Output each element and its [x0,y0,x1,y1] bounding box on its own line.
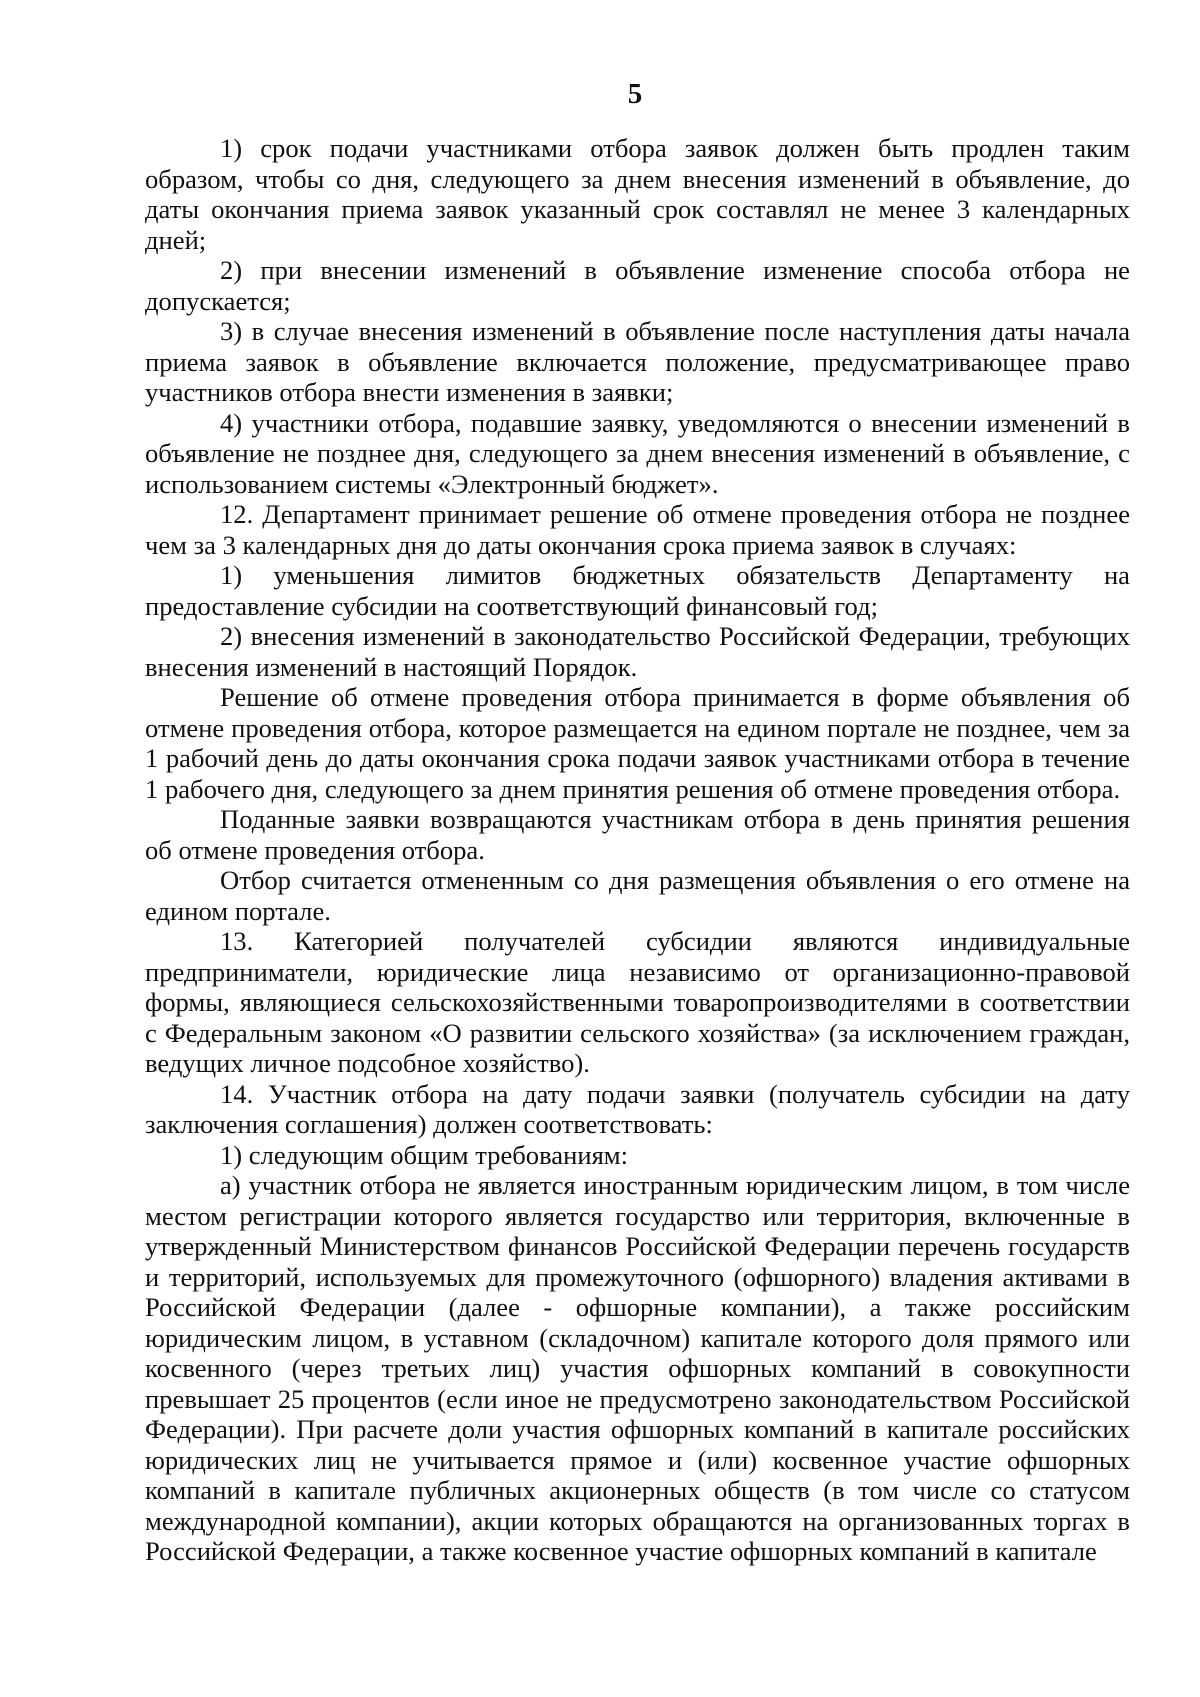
paragraph-reshenie-ob-otmene: Решение об отмене проведения отбора принимается в форме объявления об отмене проведения отбора, которое размещается на едином портале не позднее, чем за 1 рабочий день до даты окончания срока подачи заявок участниками отбора в течение 1 рабочего дня, следующего за днем принятия решения об отмене проведения отбора. [145,682,1130,804]
paragraph-3-izmeneniya-zayavok: 3) в случае внесения изменений в объявление после наступления даты начала приема заявок в объявление включается положение, предусматривающее право участников отбора внести изменения в заявки; [145,316,1130,407]
paragraph-13-kategoriya-poluchateley: 13. Категорией получателей субсидии являются индивидуальные предприниматели, юридические лица независимо от организационно-правовой формы, являющиеся сельскохозяйственными товаропроизводителями в соответствии с Федеральным законом «О развитии сельского хозяйства» (за исключением граждан, ведущих личное подсобное хозяйство). [145,926,1130,1078]
document-body [145,133,1130,1567]
paragraph-14-1-a-ofshornye-kompanii: а) участник отбора не является иностранным юридическим лицом, в том числе местом регистрации которого является государство или территория, включенные в утвержденный Министерством финансов Российской Федерации перечень государств и территорий, используемых для промежуточного (офшорного) владения активами в Российской Федерации (далее - офшорные компании), а также российским юридическим лицом, в уставном (складочном) капитале которого доля прямого или косвенного (через третьих лиц) участия офшорных компаний в совокупности превышает 25 процентов (если иное не предусмотрено законодательством Российской Федерации). При расчете доли участия офшорных компаний в капитале российских юридических лиц не учитывается прямое и (или) косвенное участие офшорных компаний в капитале публичных акционерных обществ (в том числе со статусом международной компании), акции которых обращаются на организованных торгах в Российской Федерации, а также косвенное участие офшорных компаний в капитале [145,1170,1130,1566]
paragraph-12-2-zakonodatelstvo: 2) внесения изменений в законодательство Российской Федерации, требующих внесения изменений в настоящий Порядок. [145,621,1130,682]
paragraph-14-trebovaniya: 14. Участник отбора на дату подачи заявки (получатель субсидии на дату заключения соглашения) должен соответствовать: [145,1078,1130,1139]
paragraph-2-sposob-otbora: 2) при внесении изменений в объявление изменение способа отбора не допускается; [145,255,1130,316]
paragraph-12-otmena-otbora: 12. Департамент принимает решение об отмене проведения отбора не позднее чем за 3 календарных дня до даты окончания срока приема заявок в случаях: [145,499,1130,560]
paragraph-1-srok-podachi: 1) срок подачи участниками отбора заявок должен быть продлен таким образом, чтобы со дня, следующего за днем внесения изменений в объявление, до даты окончания приема заявок указанный срок составлял не менее 3 календарных дней; [145,133,1130,255]
paragraph-12-1-limity: 1) уменьшения лимитов бюджетных обязательств Департаменту на предоставление субсидии на соответствующий финансовый год; [145,560,1130,621]
paragraph-vozvrat-zayavok: Поданные заявки возвращаются участникам отбора в день принятия решения об отмене проведения отбора. [145,804,1130,865]
paragraph-4-uvedomlenie: 4) участники отбора, подавшие заявку, уведомляются о внесении изменений в объявление не позднее дня, следующего за днем внесения изменений в объявление, с использованием системы «Электронный бюджет». [145,407,1130,499]
paragraph-14-1-obshchie-trebovaniya: 1) следующим общим требованиям: [220,1139,629,1170]
page-number: 5 [627,78,643,110]
paragraph-otbor-otmenen: Отбор считается отмененным со дня размещения объявления о его отмене на едином портале. [145,865,1130,926]
